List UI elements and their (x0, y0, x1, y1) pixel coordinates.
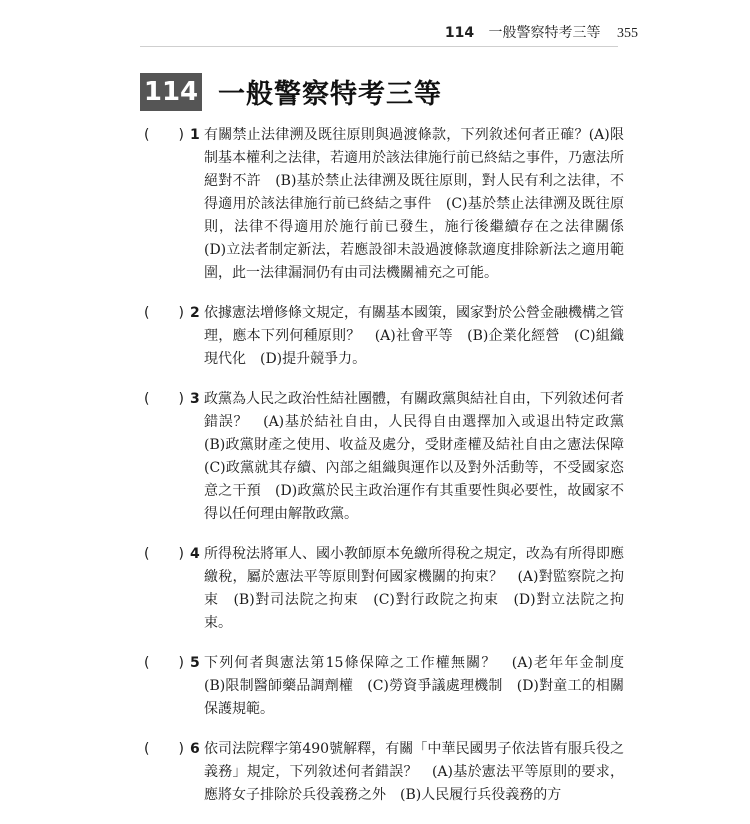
header-divider (140, 46, 618, 47)
question-text: 下列何者與憲法第15條保障之工作權無關？ (A)老年年金制度 (B)限制醫師藥品調劑權 (C)勞資爭議處理機制 (D)對童工的相關保護規範。 (204, 655, 638, 717)
question-number: 1 (190, 127, 200, 143)
section-title (140, 72, 442, 111)
page-number: 355 (617, 26, 638, 41)
question-text: 依據憲法增修條文規定，有關基本國策，國家對於公營金融機構之管理，應本下列何種原則？ (A)社會平等 (B)企業化經營 (C)組織現代化 (D)提升競爭力。 (204, 305, 624, 367)
question-number: 2 (190, 305, 200, 321)
answer-blank-close: ) (178, 127, 184, 143)
question-4 (144, 543, 624, 635)
question-number: 5 (190, 655, 200, 671)
answer-blank-close: ) (178, 741, 184, 757)
answer-blank (144, 543, 190, 635)
question-text: 政黨為人民之政治性結社團體，有關政黨與結社自由，下列敘述何者錯誤？ (A)基於結社自由，人民得自由選擇加入或退出特定政黨 (B)政黨財產之使用、收益及處分，受財產權及結社自由之憲法保障 (C)政黨就其存續、內部之組織與運作以及對外活動等，不受國家恣意之干預 (D)政黨於民主政治運作有其重要性與必要性，故國家不得以任何理由解散政黨。 (204, 391, 638, 522)
answer-blank-open: ( (144, 127, 150, 143)
running-header-exam-number: 114 (444, 25, 475, 41)
running-header (445, 22, 638, 42)
running-header-exam-title: 一般警察特考三等 (488, 25, 601, 41)
section-title-text: 一般警察特考三等 (218, 79, 442, 110)
question-text: 所得稅法將軍人、國小教師原本免繳所得稅之規定，改為有所得即應繳稅，屬於憲法平等原則對何國家機關的拘束？ (A)對監察院之拘束 (B)對司法院之拘束 (C)對行政院之拘束 (D)對立法院之拘束。 (204, 546, 624, 631)
answer-blank-open: ( (144, 305, 150, 321)
answer-blank (144, 124, 190, 285)
question-number: 4 (190, 546, 200, 562)
question-number: 6 (190, 741, 200, 757)
answer-blank-open: ( (144, 391, 150, 407)
answer-blank-close: ) (178, 655, 184, 671)
answer-blank-open: ( (144, 741, 150, 757)
answer-blank-close: ) (178, 546, 184, 562)
answer-blank (144, 302, 190, 371)
answer-blank-close: ) (178, 391, 184, 407)
answer-blank-open: ( (144, 655, 150, 671)
question-3 (144, 388, 638, 526)
question-2 (144, 302, 624, 371)
answer-blank (144, 388, 190, 526)
question-5 (144, 652, 638, 721)
question-1 (144, 124, 638, 285)
question-number: 3 (190, 391, 200, 407)
answer-blank-close: ) (178, 305, 184, 321)
answer-blank (144, 652, 190, 721)
section-badge: 114 (140, 73, 202, 111)
answer-blank-open: ( (144, 546, 150, 562)
question-text: 依司法院釋字第490號解釋，有關「中華民國男子依法皆有服兵役之義務」規定，下列敘述何者錯誤？ (A)基於憲法平等原則的要求，應將女子排除於兵役義務之外 (B)人民履行兵役義務的方 (204, 741, 624, 803)
answer-blank (144, 738, 190, 807)
question-text: 有關禁止法律溯及既往原則與過渡條款，下列敘述何者正確？(A)限制基本權利之法律，若適用於該法律施行前已終結之事件，乃憲法所絕對不許 (B)基於禁止法律溯及既往原則，對人民有利之法律，不得適用於該法律施行前已終結之事件 (C)基於禁止法律溯及既往原則，法律不得適用於施行前已發生，施行後繼續存在之法律關係 (D)立法者制定新法，若應設卻未設過渡條款適度排除新法之適用範圍，此一法律漏洞仍有由司法機關補充之可能。 (204, 127, 638, 281)
question-6 (144, 738, 624, 807)
question-list (144, 124, 638, 824)
